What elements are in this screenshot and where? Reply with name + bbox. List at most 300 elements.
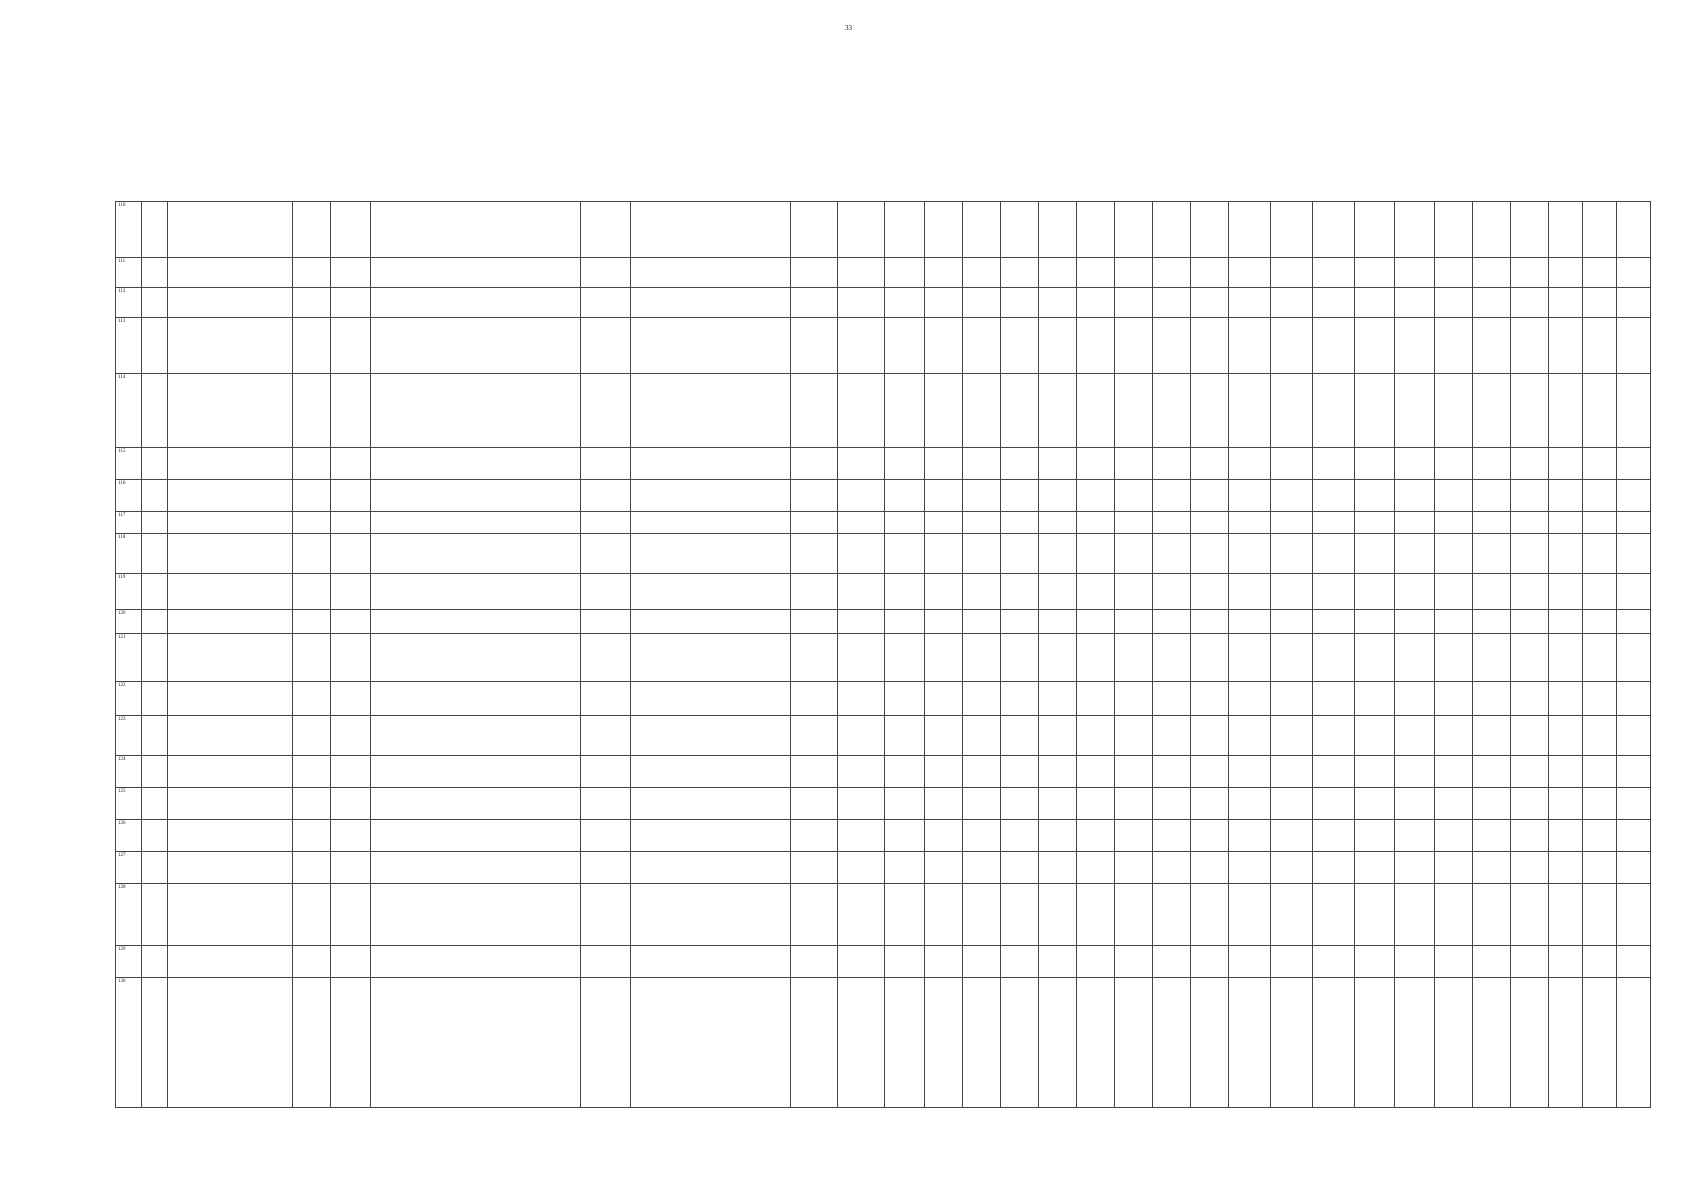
table-cell [1229,202,1271,258]
table-cell [1191,682,1229,716]
table-row [116,884,1651,946]
table-cell [885,978,925,1108]
table-cell [293,852,331,884]
table-cell [791,682,838,716]
table-cell [142,288,168,318]
table-cell [838,448,885,480]
table-cell [1583,946,1617,978]
table-cell [581,480,631,512]
row-number: 118 [116,534,142,574]
table-cell [1115,574,1153,610]
table-cell [1549,634,1583,682]
table-cell [581,574,631,610]
table-cell [1039,258,1077,288]
table-cell [631,852,791,884]
table-cell [1153,448,1191,480]
table-cell [168,534,293,574]
table-cell [1511,534,1549,574]
table-cell [1039,480,1077,512]
table-cell [885,756,925,788]
table-cell [1549,374,1583,448]
table-cell [791,716,838,756]
table-cell [1395,258,1435,288]
table-cell [838,788,885,820]
table-cell [581,946,631,978]
table-cell [1115,480,1153,512]
table-cell [1229,480,1271,512]
table-cell [1039,448,1077,480]
table-cell [1153,788,1191,820]
table-cell [1355,716,1395,756]
table-cell [1001,512,1039,534]
table-cell [1617,884,1651,946]
table-cell [791,480,838,512]
table-row [116,512,1651,534]
table-cell [1435,788,1473,820]
table-cell [838,374,885,448]
table-body [116,202,1651,1108]
table-cell [293,480,331,512]
table-cell [631,756,791,788]
table-cell [1077,512,1115,534]
table-cell [371,318,581,374]
table-cell [1153,946,1191,978]
table-cell [1077,288,1115,318]
table-cell [1395,318,1435,374]
table-cell [1549,852,1583,884]
table-cell [1395,788,1435,820]
table-cell [1001,682,1039,716]
table-cell [1435,978,1473,1108]
table-cell [1395,716,1435,756]
table-cell [1001,534,1039,574]
table-cell [1191,634,1229,682]
table-cell [963,610,1001,634]
table-cell [1077,202,1115,258]
table-row [116,574,1651,610]
table-cell [142,788,168,820]
table-cell [293,884,331,946]
table-cell [791,610,838,634]
table-cell [168,682,293,716]
table-cell [1511,448,1549,480]
table-cell [1039,574,1077,610]
table-cell [1355,946,1395,978]
table-cell [1473,258,1511,288]
table-cell [1355,574,1395,610]
table-cell [1153,610,1191,634]
row-number: 112 [116,288,142,318]
table-cell [1115,946,1153,978]
table-cell [1617,288,1651,318]
table-cell [1313,202,1355,258]
table-cell [631,448,791,480]
table-cell [1039,852,1077,884]
table-cell [963,820,1001,852]
table-cell [331,978,371,1108]
table-cell [1435,374,1473,448]
table-cell [1473,574,1511,610]
table-cell [925,480,963,512]
table-cell [581,374,631,448]
table-cell [1229,682,1271,716]
row-number: 114 [116,374,142,448]
table-cell [1435,318,1473,374]
table-cell [1191,756,1229,788]
table-cell [371,448,581,480]
table-cell [838,512,885,534]
table-cell [1473,788,1511,820]
row-number: 121 [116,634,142,682]
table-cell [1435,512,1473,534]
table-cell [1617,448,1651,480]
table-cell [1153,716,1191,756]
table-cell [1355,884,1395,946]
table-cell [1115,756,1153,788]
table-cell [142,374,168,448]
table-cell [1153,480,1191,512]
table-cell [1229,374,1271,448]
table-cell [631,202,791,258]
table-cell [1313,852,1355,884]
table-cell [631,946,791,978]
table-cell [1077,756,1115,788]
table-cell [1077,534,1115,574]
table-cell [838,610,885,634]
table-cell [142,978,168,1108]
table-cell [1435,480,1473,512]
table-cell [1435,574,1473,610]
table-cell [1511,820,1549,852]
table-cell [1355,480,1395,512]
row-number: 122 [116,682,142,716]
table-cell [1435,448,1473,480]
table-cell [1395,288,1435,318]
table-cell [1435,852,1473,884]
row-number: 117 [116,512,142,534]
table-row [116,480,1651,512]
table-cell [631,534,791,574]
table-cell [1039,512,1077,534]
table-cell [168,288,293,318]
table-cell [331,884,371,946]
table-cell [1395,756,1435,788]
table-cell [1313,574,1355,610]
table-cell [1001,318,1039,374]
table-row [116,448,1651,480]
table-cell [331,946,371,978]
table-cell [631,716,791,756]
table-cell [1077,448,1115,480]
table-cell [1271,288,1313,318]
table-cell [142,634,168,682]
table-cell [1473,480,1511,512]
table-cell [1077,788,1115,820]
table-cell [1549,788,1583,820]
table-cell [142,202,168,258]
table-cell [1039,374,1077,448]
table-cell [963,480,1001,512]
table-cell [1271,574,1313,610]
table-cell [1191,448,1229,480]
table-cell [1435,288,1473,318]
table-cell [371,534,581,574]
table-cell [1229,318,1271,374]
table-cell [1435,682,1473,716]
table-row [116,716,1651,756]
table-cell [581,978,631,1108]
table-cell [885,258,925,288]
table-cell [1077,852,1115,884]
table-cell [1001,756,1039,788]
table-row [116,756,1651,788]
table-cell [885,634,925,682]
table-cell [371,682,581,716]
table-cell [631,788,791,820]
table-cell [1355,820,1395,852]
table-cell [1511,682,1549,716]
table-cell [838,716,885,756]
row-number: 126 [116,820,142,852]
table-cell [1511,716,1549,756]
table-cell [1511,202,1549,258]
table-cell [371,978,581,1108]
table-cell [142,318,168,374]
table-cell [371,512,581,534]
table-cell [791,756,838,788]
table-cell [293,374,331,448]
row-number: 130 [116,978,142,1108]
table-cell [1229,820,1271,852]
table-cell [631,610,791,634]
table-cell [142,946,168,978]
row-number: 125 [116,788,142,820]
table-cell [1395,374,1435,448]
table-cell [1229,258,1271,288]
table-cell [581,756,631,788]
row-number: 116 [116,480,142,512]
budget-table [115,201,1651,1108]
table-cell [1191,574,1229,610]
table-cell [1435,258,1473,288]
row-number: 123 [116,716,142,756]
table-cell [1001,288,1039,318]
table-cell [791,788,838,820]
table-cell [1077,634,1115,682]
table-cell [1153,884,1191,946]
table-cell [885,512,925,534]
table-cell [331,716,371,756]
table-cell [1355,318,1395,374]
table-cell [1583,534,1617,574]
table-cell [1583,574,1617,610]
table-row [116,374,1651,448]
table-cell [1313,318,1355,374]
table-cell [142,884,168,946]
row-number: 119 [116,574,142,610]
table-cell [1435,716,1473,756]
table-cell [1153,634,1191,682]
table-cell [1617,788,1651,820]
table-cell [791,978,838,1108]
table-cell [1355,258,1395,288]
table-cell [791,820,838,852]
table-cell [1229,788,1271,820]
table-cell [1355,288,1395,318]
table-cell [1229,884,1271,946]
table-cell [838,682,885,716]
table-cell [963,374,1001,448]
table-cell [925,852,963,884]
table-cell [1153,978,1191,1108]
table-cell [1115,884,1153,946]
table-cell [1115,288,1153,318]
table-cell [1473,756,1511,788]
table-cell [885,820,925,852]
table-cell [293,574,331,610]
table-cell [885,288,925,318]
table-cell [293,820,331,852]
table-cell [885,788,925,820]
page-number: 33 [845,24,852,32]
table-cell [293,258,331,288]
table-cell [1583,318,1617,374]
table-cell [1153,318,1191,374]
table-cell [581,448,631,480]
table-cell [1271,820,1313,852]
table-cell [1549,448,1583,480]
table-cell [1191,512,1229,534]
table-cell [1115,978,1153,1108]
table-cell [1617,978,1651,1108]
table-cell [1191,288,1229,318]
table-cell [1355,788,1395,820]
table-cell [885,448,925,480]
table-cell [963,512,1001,534]
table-cell [791,202,838,258]
table-row [116,820,1651,852]
table-cell [371,946,581,978]
table-cell [1153,756,1191,788]
table-cell [1313,788,1355,820]
table-cell [1617,534,1651,574]
table-cell [1191,852,1229,884]
table-cell [631,512,791,534]
table-cell [1549,884,1583,946]
table-cell [1271,978,1313,1108]
table-cell [1617,202,1651,258]
table-cell [581,852,631,884]
table-cell [371,288,581,318]
table-cell [371,820,581,852]
table-cell [1583,716,1617,756]
table-cell [1511,634,1549,682]
table-cell [1229,534,1271,574]
table-cell [331,682,371,716]
table-cell [925,788,963,820]
table-cell [168,258,293,288]
table-cell [1039,884,1077,946]
table-cell [1395,202,1435,258]
table-cell [1395,634,1435,682]
table-cell [581,820,631,852]
table-cell [168,574,293,610]
table-cell [581,634,631,682]
table-cell [293,448,331,480]
table-cell [142,534,168,574]
table-cell [963,682,1001,716]
table-cell [1271,448,1313,480]
table-cell [1115,610,1153,634]
table-cell [885,610,925,634]
table-cell [963,534,1001,574]
table-cell [168,448,293,480]
table-cell [963,258,1001,288]
table-cell [1549,534,1583,574]
table-cell [371,852,581,884]
table-cell [1271,480,1313,512]
table-cell [1617,634,1651,682]
table-cell [371,202,581,258]
table-cell [1473,884,1511,946]
table-cell [293,534,331,574]
table-cell [925,448,963,480]
table-cell [1511,258,1549,288]
table-cell [371,634,581,682]
table-cell [331,610,371,634]
table-cell [142,756,168,788]
row-number: 115 [116,448,142,480]
table-cell [142,448,168,480]
table-cell [838,946,885,978]
table-cell [1313,610,1355,634]
table-cell [1583,884,1617,946]
table-cell [142,258,168,288]
table-cell [1077,682,1115,716]
table-cell [1313,884,1355,946]
table-cell [1617,756,1651,788]
row-number: 128 [116,884,142,946]
table-cell [1355,202,1395,258]
table-cell [1617,682,1651,716]
table-cell [1583,820,1617,852]
table-cell [963,788,1001,820]
table-cell [331,574,371,610]
table-cell [1617,716,1651,756]
table-cell [1511,480,1549,512]
table-cell [925,258,963,288]
table-cell [1395,682,1435,716]
table-cell [293,756,331,788]
table-row [116,682,1651,716]
table-cell [1355,756,1395,788]
table-cell [142,716,168,756]
table-cell [925,716,963,756]
table-cell [1039,756,1077,788]
table-cell [925,318,963,374]
table-cell [581,682,631,716]
table-cell [1583,288,1617,318]
table-cell [168,318,293,374]
table-cell [1549,946,1583,978]
table-row [116,202,1651,258]
table-cell [631,258,791,288]
table-cell [1473,318,1511,374]
table-cell [925,884,963,946]
table-cell [1077,884,1115,946]
table-cell [142,852,168,884]
table-cell [168,634,293,682]
